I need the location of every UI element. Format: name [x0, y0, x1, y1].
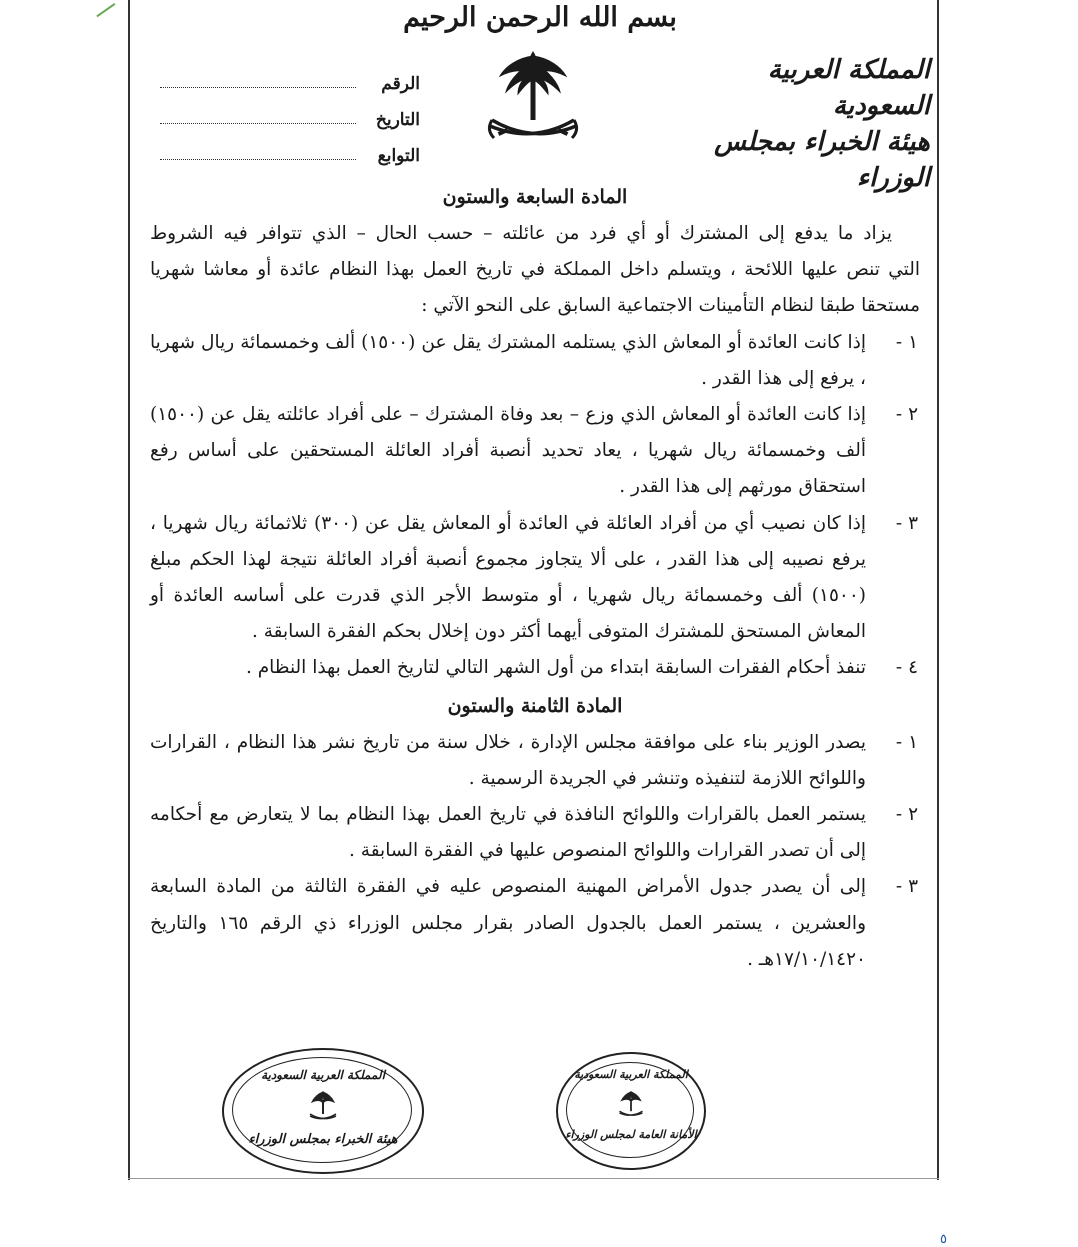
article-67-item [150, 506, 920, 651]
basmala: بسم الله الرحمن الرحيم [403, 2, 677, 33]
secretariat-seal [556, 1052, 706, 1170]
org-line-2: هيئة الخبراء بمجلس الوزراء [714, 127, 930, 193]
reference-fields [160, 58, 420, 166]
item-text: إذا كان نصيب أي من أفراد العائلة في العائدة أو المعاش يقل عن (٣٠٠) ثلاثمائة ريال شهريا ، يرفع نصيبه إلى هذا القدر ، على ألا يتجاوز مجموع أنصبة أفراد العائلة نتيجة لهذا الحكم مبلغ (١٥٠٠) ألف وخمسمائة ريال شهريا ، أو متوسط الأجر الذي قدرت على أساسه العائدة أو المعاش المستحق للمشترك المتوفى أيهما أكثر دون إخلال بحكم الفقرة السابقة . [150, 512, 866, 643]
org-line-1: المملكة العربية السعودية [767, 55, 930, 121]
corner-mark [91, 0, 116, 17]
article-68-title: المادة الثامنة والستون [447, 694, 623, 717]
seal-top-text: المملكة العربية السعودية [261, 1068, 385, 1082]
article-68-item [150, 797, 920, 869]
attachments-label: التوابع [377, 146, 420, 166]
item-number: ٢ - [895, 804, 918, 826]
item-text: إذا كانت العائدة أو المعاش الذي وزع – بعد وفاة المشترك – على أفراد عائلته يقل عن (١٥٠٠) ألف وخمسمائة ريال شهريا ، يعاد تحديد أنصبة أفراد العائلة المستحقين على أساس رفع استحقاق مورثهم إلى هذا القدر . [150, 404, 866, 498]
date-field [160, 94, 420, 130]
article-67-intro [150, 216, 920, 325]
number-dotted-line [160, 87, 356, 88]
number-field [160, 58, 420, 94]
seal-emblem-icon [616, 1090, 646, 1120]
number-label: الرقم [381, 74, 420, 94]
item-number: ١ - [895, 331, 918, 353]
experts-commission-seal [222, 1048, 424, 1174]
page-border-left [128, 0, 130, 1180]
article-67-item [150, 325, 920, 397]
seal-emblem-icon [306, 1090, 340, 1124]
article-67-item [150, 650, 920, 686]
intro-line: التي تنص عليها اللائحة ، ويتسلم داخل المملكة في تاريخ العمل بهذا النظام عائدة أو معاشا شهريا [150, 259, 920, 281]
organization-name [670, 52, 930, 196]
seal-top-text: المملكة العربية السعودية [574, 1068, 688, 1081]
saudi-emblem-icon [478, 48, 588, 168]
page-number: ٥ [940, 1232, 947, 1247]
attachments-dotted-line [160, 159, 356, 160]
attachments-field [160, 130, 420, 166]
intro-line: يزاد ما يدفع إلى المشترك أو أي فرد من عائلته – حسب الحال – الذي تتوافر فيه الشروط [150, 223, 892, 244]
item-number: ٣ - [895, 512, 918, 534]
item-text: إلى أن يصدر جدول الأمراض المهنية المنصوص عليه في الفقرة الثالثة من المادة السابعة والعشرين ، يستمر العمل بالجدول الصادر بقرار مجلس الوزراء ذي الرقم ١٦٥ والتاريخ ١٧/١٠/١٤٢٠هـ . [150, 876, 867, 970]
page-border-right [937, 0, 939, 1180]
item-text: يصدر الوزير بناء على موافقة مجلس الإدارة ، خلال سنة من تاريخ نشر هذا النظام ، القرارات واللوائح اللازمة لتنفيذه وتنشر في الجريدة الرسمية . [150, 731, 866, 789]
article-67-title: المادة السابعة والستون [442, 186, 628, 208]
article-68-item [150, 725, 920, 797]
item-number: ١ - [895, 731, 918, 753]
article-68-item [150, 869, 920, 978]
seal-bottom-text: الأمانة العامة لمجلس الوزراء [565, 1128, 697, 1141]
seal-bottom-text: هيئة الخبراء بمجلس الوزراء [248, 1132, 398, 1147]
item-number: ٤ - [895, 657, 918, 679]
document-body [150, 178, 920, 978]
item-number: ٢ - [895, 404, 918, 426]
item-text: يستمر العمل بالقرارات واللوائح النافذة في تاريخ العمل بهذا النظام بما لا يتعارض مع أحكامه إلى أن تصدر القرارات واللوائح المنصوص عليها في الفقرة السابقة . [150, 804, 866, 862]
item-text: تنفذ أحكام الفقرات السابقة ابتداء من أول الشهر التالي لتاريخ العمل بهذا النظام . [245, 657, 866, 679]
item-number: ٣ - [895, 876, 918, 898]
date-label: التاريخ [375, 110, 420, 130]
page-border-bottom [128, 1178, 939, 1179]
intro-line: مستحقا طبقا لنظام التأمينات الاجتماعية السابق على النحو الآتي : [421, 295, 920, 317]
date-dotted-line [160, 123, 356, 124]
item-text: إذا كانت العائدة أو المعاش الذي يستلمه المشترك يقل عن (١٥٠٠) ألف وخمسمائة ريال شهريا ، يرفع إلى هذا القدر . [150, 331, 866, 389]
article-67-item [150, 397, 920, 506]
